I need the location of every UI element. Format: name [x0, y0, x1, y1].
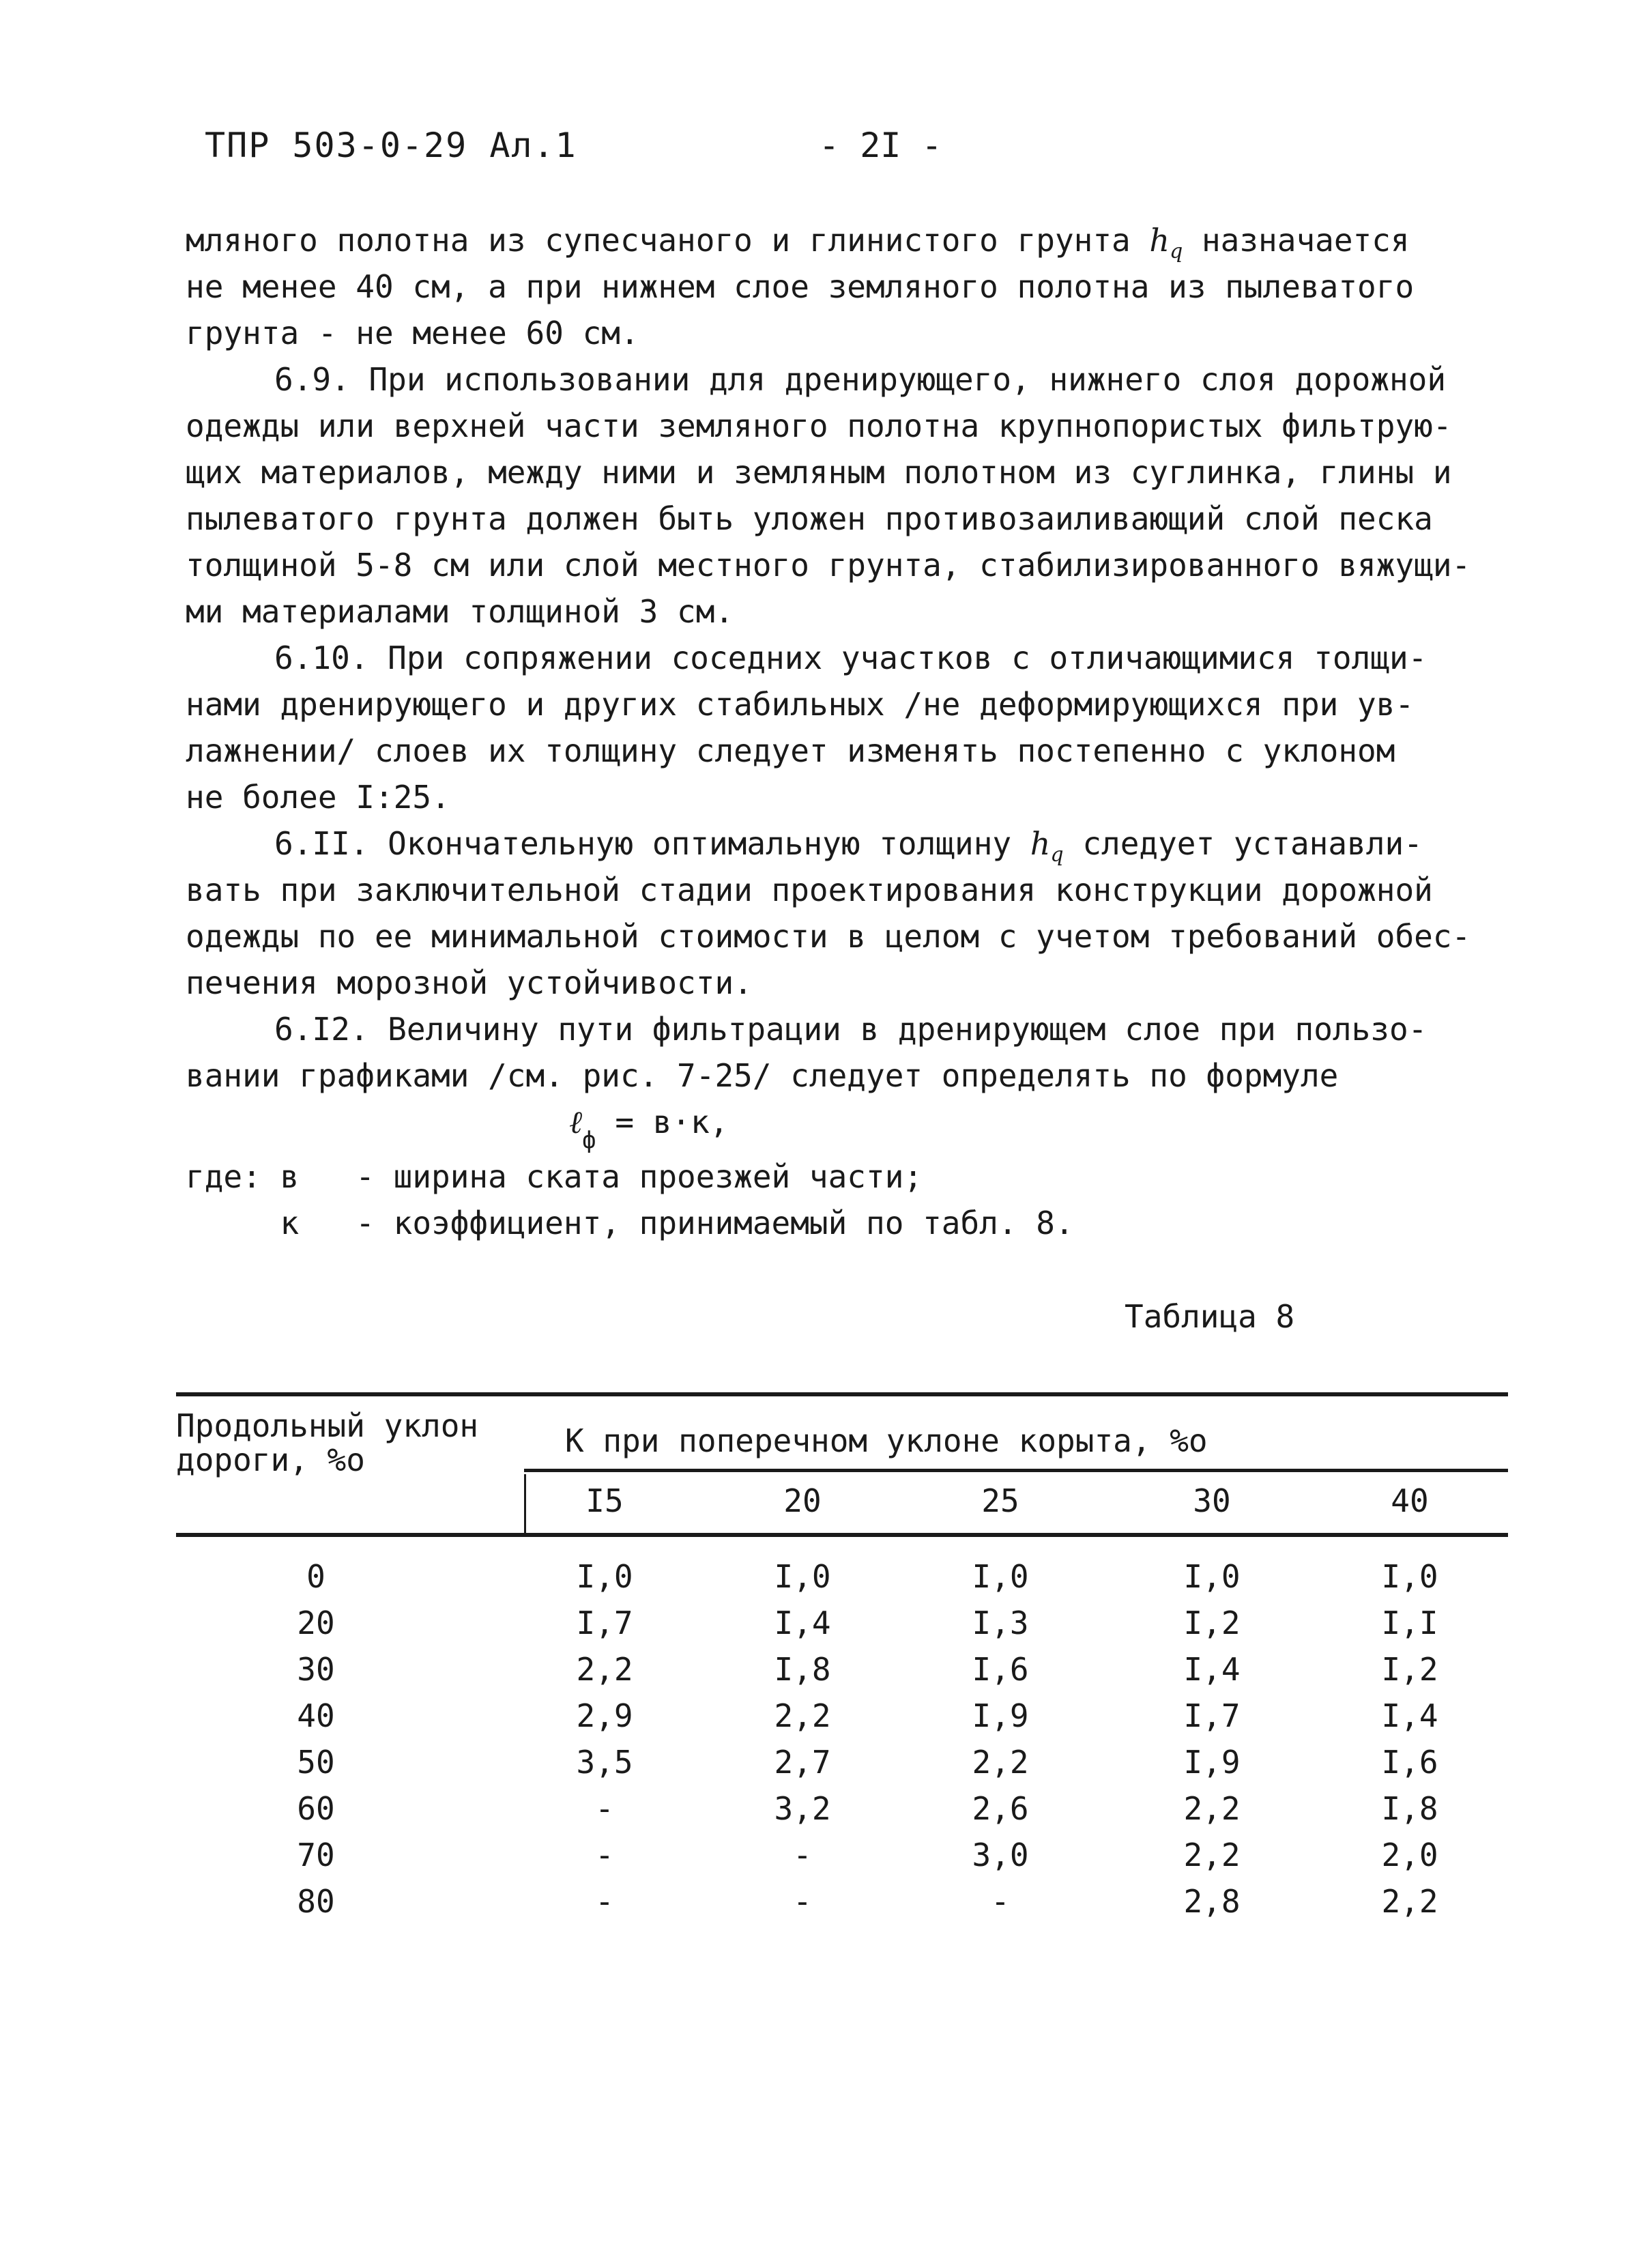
table-divider — [524, 1474, 526, 1533]
text-line: 6.9. При использовании для дренирующего, нижнего слоя дорожной — [274, 361, 1447, 398]
row-slope: 40 — [297, 1697, 335, 1734]
text-line: 6.I2. Величину пути фильтрации в дренирующем слое при пользо- — [274, 1011, 1428, 1048]
column-header: 40 — [1391, 1482, 1429, 1519]
table-cell: I,8 — [774, 1651, 831, 1688]
text-line: лажнении/ слоев их толщину следует изменять постепенно с уклоном — [186, 732, 1395, 769]
table-cell: I,2 — [1183, 1605, 1241, 1641]
text-line: одежды или верхней части земляного полотна крупнопористых фильтрую- — [186, 407, 1452, 444]
table-cell: 2,2 — [1183, 1837, 1241, 1873]
table-cell: 3,5 — [576, 1744, 633, 1781]
row-slope: 30 — [297, 1651, 335, 1688]
text-line: не менее 40 см, а при нижнем слое земляного полотна из пылеватого — [186, 268, 1415, 305]
table-cell: - — [991, 1883, 1010, 1920]
row-slope: 60 — [297, 1790, 335, 1827]
column-header: 20 — [783, 1482, 822, 1519]
text-line: нами дренирующего и других стабильных /не деформирующихся при ув- — [186, 686, 1415, 723]
table-cell: I,6 — [1381, 1744, 1438, 1781]
table-cell: I,4 — [1381, 1697, 1438, 1734]
table-cell: 2,0 — [1381, 1837, 1438, 1873]
text-line: щих материалов, между ними и земляным полотном из суглинка, глины и — [186, 454, 1452, 491]
table-cell: - — [595, 1790, 614, 1827]
text-line: 6.10. При сопряжении соседних участков с отличающимися толщи- — [274, 639, 1428, 676]
row-slope: 50 — [297, 1744, 335, 1781]
table-cell: I,7 — [576, 1605, 633, 1641]
table-caption: Таблица 8 — [1125, 1298, 1295, 1335]
table-cell: - — [793, 1837, 812, 1873]
column-header: 25 — [981, 1482, 1019, 1519]
table-cell: I,2 — [1381, 1651, 1438, 1688]
stub-header: Продольный уклон дороги, %о — [176, 1407, 479, 1478]
table-cell: - — [595, 1883, 614, 1920]
text-line: ми материалами толщиной 3 см. — [186, 593, 734, 630]
table-cell: I,4 — [1183, 1651, 1241, 1688]
table-cell: I,3 — [972, 1605, 1029, 1641]
table-cell: 2,2 — [576, 1651, 633, 1688]
table-cell: I,6 — [972, 1651, 1029, 1688]
table-cell: I,8 — [1381, 1790, 1438, 1827]
text-line: мляного полотна из супесчаного и глинистого грунта $h_q$ назначается — [186, 222, 1410, 263]
table-cell: 2,2 — [1381, 1883, 1438, 1920]
table-cell: 2,2 — [1183, 1790, 1241, 1827]
hq-symbol: $h_q$ — [1030, 825, 1064, 867]
row-slope: 70 — [297, 1837, 335, 1873]
text-line: толщиной 5-8 см или слой местного грунта, стабилизированного вяжущи- — [186, 547, 1471, 584]
row-slope: 80 — [297, 1883, 335, 1920]
table-cell: I,9 — [1183, 1744, 1241, 1781]
page-number: - 2I - — [819, 126, 942, 165]
row-slope: 0 — [306, 1558, 325, 1595]
table-cell: 3,0 — [972, 1837, 1029, 1873]
table-cell: - — [595, 1837, 614, 1873]
document-code: ТПР 503-0-29 Ал.1 — [205, 126, 577, 165]
table-cell: 2,2 — [972, 1744, 1029, 1781]
table-cell: I,I — [1381, 1605, 1438, 1641]
text-line: одежды по ее минимальной стоимости в целом с учетом требований обес- — [186, 918, 1471, 955]
formula-legend-line: к - коэффициент, принимаемый по табл. 8. — [186, 1205, 1074, 1241]
table-cell: I,0 — [774, 1558, 831, 1595]
table-cell: I,7 — [1183, 1697, 1241, 1734]
formula: ℓ$_ф$ = в·к, — [569, 1104, 729, 1154]
table-cell: 2,9 — [576, 1697, 633, 1734]
text-line: не более I:25. — [186, 779, 450, 816]
table-cell: I,0 — [1183, 1558, 1241, 1595]
table-cell: I,0 — [1381, 1558, 1438, 1595]
body-text — [186, 217, 1509, 1246]
text-line: 6.II. Окончательную оптимальную толщину $h_q$ следует устанавли- — [274, 825, 1423, 867]
row-slope: 20 — [297, 1605, 335, 1641]
table-rule-mid — [524, 1469, 1508, 1472]
group-header: К при поперечном уклоне корыта, %о — [565, 1422, 1208, 1459]
hq-symbol: $h_q$ — [1149, 222, 1183, 263]
table-cell: 2,2 — [774, 1697, 831, 1734]
table-cell: 3,2 — [774, 1790, 831, 1827]
table-rule-head — [176, 1533, 1508, 1537]
column-header: 30 — [1193, 1482, 1231, 1519]
table-cell: - — [793, 1883, 812, 1920]
text-line: вать при заключительной стадии проектирования конструкции дорожной — [186, 872, 1433, 908]
table-cell: I,4 — [774, 1605, 831, 1641]
text-line: вании графиками /см. рис. 7-25/ следует определять по формуле — [186, 1057, 1339, 1094]
table-rule-top — [176, 1392, 1508, 1396]
table-cell: 2,7 — [774, 1744, 831, 1781]
formula-legend-line: где: в - ширина ската проезжей части; — [186, 1158, 923, 1195]
column-header: I5 — [585, 1482, 624, 1519]
table-cell: 2,6 — [972, 1790, 1029, 1827]
table-cell: 2,8 — [1183, 1883, 1241, 1920]
table-cell: I,0 — [972, 1558, 1029, 1595]
text-line: печения морозной устойчивости. — [186, 964, 753, 1001]
table-cell: I,9 — [972, 1697, 1029, 1734]
table-cell: I,0 — [576, 1558, 633, 1595]
text-line: грунта - не менее 60 см. — [186, 315, 639, 351]
text-line: пылеватого грунта должен быть уложен противозаиливающий слой песка — [186, 500, 1433, 537]
